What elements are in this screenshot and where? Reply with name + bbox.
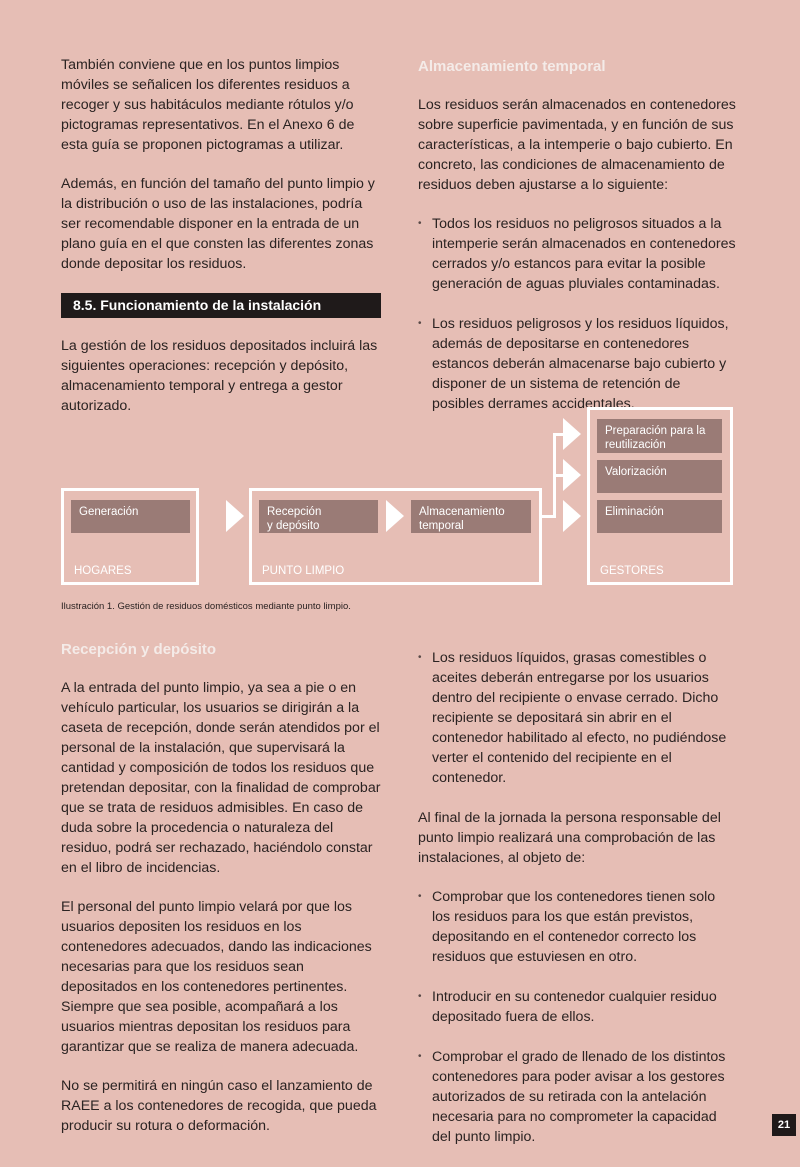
- heading-almacenamiento: Almacenamiento temporal: [418, 58, 606, 75]
- paragraph-personal: El personal del punto limpio velará por que los usuarios depositen los residuos en los contenedores adecuados, dando las indicaciones necesarias para que los residuos sean depositados en los contenedores pertinentes. Siempre que sea posible, acompañará a los usuarios mientras depositan los residuos para garantizar que se realiza de manera adecuada.: [61, 899, 372, 1055]
- label-hogares: HOGARES: [74, 565, 132, 577]
- connector-line: [553, 433, 563, 436]
- text-generacion: Generación: [79, 506, 139, 518]
- paragraph-plano-guia: Además, en función del tamaño del punto limpio y la distribución o uso de las instalaciones, podría ser recomendable disponer en la entrada de un plano guía en el que consten las diferentes zonas donde depositar los residuos.: [61, 176, 375, 272]
- paragraph-gestion: La gestión de los residuos depositados incluirá las siguientes operaciones: recepción y depósito, almacenamiento temporal y entrega a gestor autorizado.: [61, 338, 378, 414]
- box-eliminacion: [597, 500, 722, 533]
- label-gestores: GESTORES: [600, 565, 664, 577]
- arrow-right-icon: [386, 500, 404, 532]
- paragraph-entrada: A la entrada del punto limpio, ya sea a pie o en vehículo particular, los usuarios se dirigirán a la caseta de recepción, donde serán atendidos por el personal de la instalación, que supervisará la cantidad y composición de todos los residuos que pretendan depositar, con la finalidad de comprobar que se trata de residuos admisibles. En caso de duda sobre la procedencia o naturaleza del residuo, podrá ser rechazado, haciéndolo constar en el libro de incidencias.: [61, 680, 381, 876]
- arrow-right-icon: [563, 500, 581, 532]
- list-item: • Comprobar que los contenedores tienen solo los residuos para los que están previstos, depositando en el contenedor correcto los residuos que estuviesen en otro.: [418, 887, 736, 967]
- figure-caption: Ilustración 1. Gestión de residuos domésticos mediante punto limpio.: [61, 601, 351, 612]
- paragraph-raee: No se permitirá en ningún caso el lanzamiento de RAEE a los contenedores de recogida, que pueda producir su rotura o deformación.: [61, 1078, 377, 1134]
- text-preparacion-2: reutilización: [605, 439, 666, 451]
- box-valorizacion: [597, 460, 722, 493]
- text-recepcion-2: y depósito: [267, 520, 320, 532]
- list-item: • Introducir en su contenedor cualquier residuo depositado fuera de ellos.: [418, 987, 736, 1027]
- box-preparacion: [597, 419, 722, 453]
- left-column-top: [61, 55, 381, 435]
- left-column-bottom: [61, 638, 381, 1155]
- list-item: • Los residuos líquidos, grasas comestibles o aceites deberán entregarse por los usuarios dentro del recipiente o envase cerrado. Dicho recipiente se depositará sin abrir en el contenedor habilitado al efecto, no pudiéndose verter el contenido del recipiente en el contenedor.: [418, 648, 736, 788]
- section-title-bar: 8.5. Funcionamiento de la instalación: [61, 293, 381, 318]
- text-preparacion-1: Preparación para la: [605, 425, 706, 437]
- right-column-top: [418, 55, 736, 434]
- page-number: 21: [772, 1114, 796, 1136]
- arrow-right-icon: [563, 418, 581, 450]
- arrow-right-icon: [226, 500, 244, 532]
- connector-line: [553, 474, 563, 477]
- bullet-list-almacenamiento: [418, 214, 736, 414]
- list-item: • Todos los residuos no peligrosos situados a la intemperie serán almacenados en contenedores cerrados y/o estancos para evitar la posible generación de aguas pluviales contaminadas.: [418, 214, 736, 294]
- list-item: • Comprobar el grado de llenado de los distintos contenedores para poder avisar a los gestores autorizados de su retirada con la antelación necesaria para no comprometer la capacidad del punto limpio.: [418, 1047, 736, 1147]
- heading-recepcion: Recepción y depósito: [61, 641, 217, 658]
- text-valorizacion: Valorización: [605, 466, 667, 478]
- right-column-bottom: [418, 648, 736, 1167]
- text-eliminacion: Eliminación: [605, 506, 664, 518]
- box-generacion: [71, 500, 190, 533]
- paragraph-final-jornada: Al final de la jornada la persona responsable del punto limpio realizará una comprobación de las instalaciones, al objeto de:: [418, 810, 721, 866]
- label-punto-limpio: PUNTO LIMPIO: [262, 565, 345, 577]
- text-almacenamiento-2: temporal: [419, 520, 464, 532]
- bullet-list-liquidos: [418, 648, 736, 788]
- text-almacenamiento-1: Almacenamiento: [419, 506, 505, 518]
- bullet-list-comprobacion: [418, 887, 736, 1147]
- text-recepcion-1: Recepción: [267, 506, 322, 518]
- arrow-right-icon: [563, 459, 581, 491]
- paragraph-almacenamiento: Los residuos serán almacenados en contenedores sobre superficie pavimentada, y en función de sus características, a la intemperie o bajo cubierto. En concreto, las condiciones de almacenamiento de residuos deben ajustarse a lo siguiente:: [418, 97, 736, 193]
- box-recepcion: [259, 500, 378, 533]
- list-item: • Los residuos peligrosos y los residuos líquidos, además de depositarse en contenedores estancos deberán almacenarse bajo cubierto y disponer de un sistema de retención de posibles derrames accidentales.: [418, 314, 736, 414]
- paragraph-pictogramas: También conviene que en los puntos limpios móviles se señalicen los diferentes residuos a recoger y sus habitáculos mediante rótulos y/o pictogramas representativos. En el Anexo 6 de esta guía se proponen pictogramas a utilizar.: [61, 57, 355, 153]
- box-almacenamiento: [411, 500, 531, 533]
